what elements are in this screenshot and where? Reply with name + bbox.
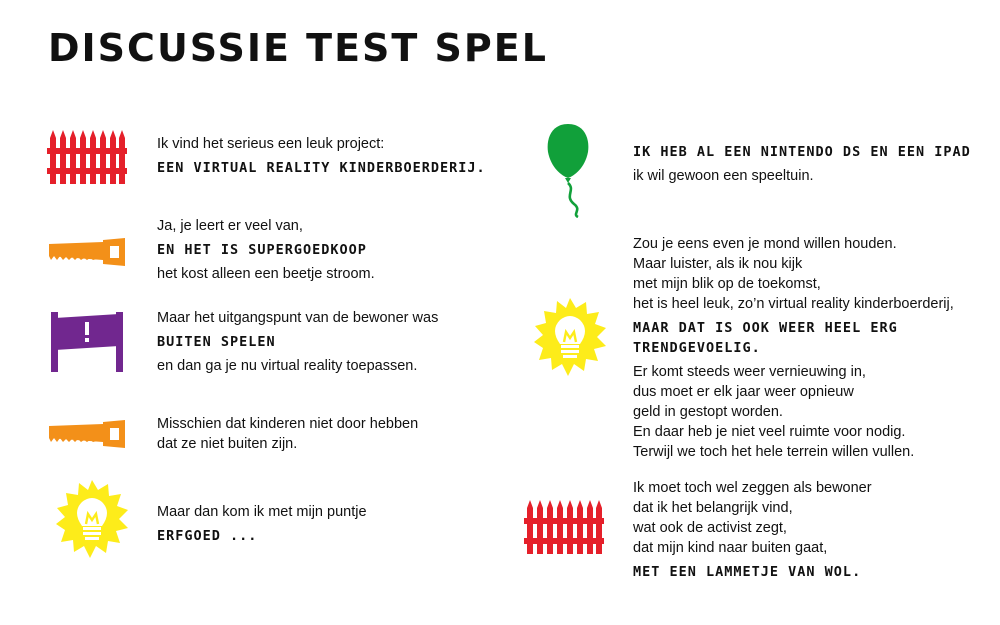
statement-line: Ik vind het serieus een leuk project: <box>157 136 385 152</box>
statement-emphasis: TRENDGEVOELIG. <box>633 340 761 356</box>
statement-line: Maar luister, als ik nou kijk <box>633 256 803 272</box>
lightbulb-icon <box>534 298 606 376</box>
statement-line: wat ook de activist zegt, <box>633 520 787 536</box>
statement-line: ik wil gewoon een speeltuin. <box>633 168 814 184</box>
statement-line: dat ze niet buiten zijn. <box>157 436 298 452</box>
statement-line: dat mijn kind naar buiten gaat, <box>633 540 828 556</box>
fence-icon <box>47 128 127 184</box>
statement-block <box>633 478 872 586</box>
statement-block <box>633 234 954 462</box>
statement-line: Ja, je leert er veel van, <box>157 218 303 234</box>
fence-icon <box>524 498 604 554</box>
statement-line: Maar dan kom ik met mijn puntje <box>157 504 367 520</box>
statement-line: Ik moet toch wel zeggen als bewoner <box>633 480 872 496</box>
statement-line: Er komt steeds weer vernieuwing in, <box>633 364 866 380</box>
statement-emphasis: MET EEN LAMMETJE VAN WOL. <box>633 564 862 580</box>
statement-line: met mijn blik op de toekomst, <box>633 276 821 292</box>
statement-line: Terwijl we toch het hele terrein willen vullen. <box>633 444 915 460</box>
statement-block <box>157 308 438 376</box>
statement-block <box>633 138 971 186</box>
statement-line: het kost alleen een beetje stroom. <box>157 266 375 282</box>
statement-line: en dan ga je nu virtual reality toepassen. <box>157 358 418 374</box>
statement-block <box>157 414 418 454</box>
statement-emphasis: IK HEB AL EEN NINTENDO DS EN EEN IPAD <box>633 144 971 160</box>
page-title: DISCUSSIE TEST SPEL <box>48 26 548 70</box>
statement-block <box>157 134 486 182</box>
statement-line: En daar heb je niet veel ruimte voor nodig. <box>633 424 906 440</box>
statement-line: Misschien dat kinderen niet door hebben <box>157 416 419 432</box>
statement-line: geld in gestopt worden. <box>633 404 783 420</box>
statement-line: dus moet er elk jaar weer opnieuw <box>633 384 854 400</box>
statement-line: Zou je eens even je mond willen houden. <box>633 236 897 252</box>
balloon-icon <box>544 122 592 218</box>
saw-icon <box>47 420 127 448</box>
statement-emphasis: ERFGOED ... <box>157 528 258 544</box>
statement-emphasis: EEN VIRTUAL REALITY KINDERBOERDERIJ. <box>157 160 486 176</box>
lightbulb-icon <box>56 480 128 558</box>
statement-line: het is heel leuk, zo’n virtual reality kinderboerderij, <box>633 296 954 312</box>
statement-block <box>157 502 367 550</box>
statement-line: dat ik het belangrijk vind, <box>633 500 793 516</box>
statement-emphasis: MAAR DAT IS OOK WEER HEEL ERG <box>633 320 898 336</box>
statement-emphasis: BUITEN SPELEN <box>157 334 276 350</box>
statement-emphasis: EN HET IS SUPERGOEDKOOP <box>157 242 367 258</box>
statement-line: Maar het uitgangspunt van de bewoner was <box>157 310 439 326</box>
statement-block <box>157 216 375 284</box>
protest-banner-icon <box>49 310 125 372</box>
saw-icon <box>47 238 127 266</box>
